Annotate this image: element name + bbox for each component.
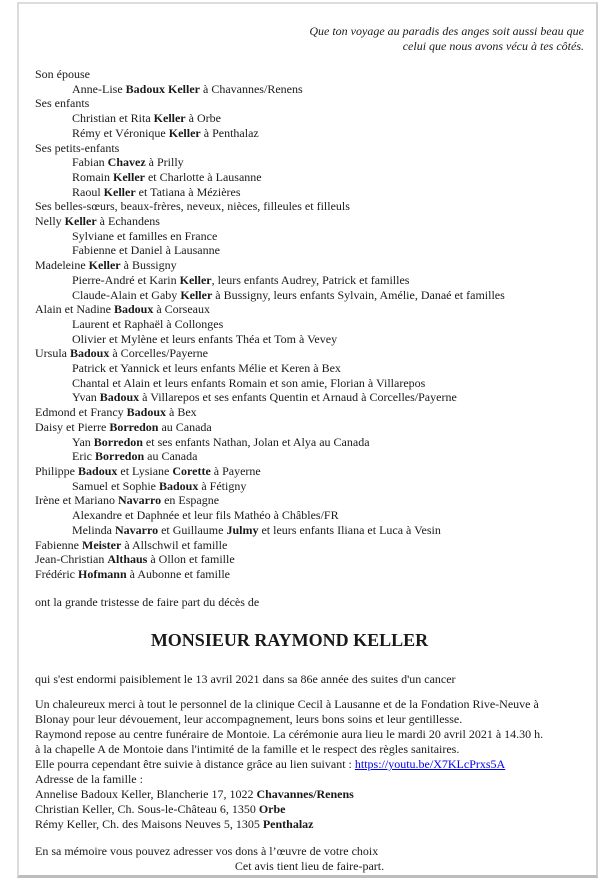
name-bold-segment: Chavez — [107, 155, 146, 170]
name-bold-segment: Keller — [153, 111, 186, 126]
text-segment: Son épouse — [35, 67, 90, 81]
text-segment: à Bussigny — [120, 258, 177, 273]
closing-line — [35, 772, 584, 787]
name-bold-segment: Keller — [179, 272, 212, 287]
closing-line — [35, 844, 584, 859]
text-segment: Raoul — [72, 184, 104, 199]
name-bold-segment: Borredon — [109, 419, 159, 434]
name-bold-segment: Chavannes/Renens — [256, 787, 354, 802]
text-segment: Blonay pour leur dévouement, leur accompagnement, leurs bons soins et leur gentillesse. — [35, 712, 463, 727]
text-segment: à Payerne — [210, 463, 261, 478]
text-segment: Ses belles-sœurs, beaux-frères, neveux, nièces, filleules et filleuls — [35, 199, 350, 214]
name-bold-segment: Orbe — [258, 802, 286, 817]
family-line — [35, 273, 584, 288]
family-line — [35, 243, 584, 258]
text-segment: à Echandens — [96, 214, 160, 229]
closing-line — [35, 757, 584, 772]
text-segment: à Villarepos et ses enfants Quentin et Arnaud à Corcelles/Payerne — [139, 390, 457, 405]
text-segment: Madeleine — [35, 258, 89, 273]
text-segment: Annelise Badoux Keller, Blancherie 17, 1022 — [35, 787, 257, 802]
family-line — [35, 185, 584, 200]
text-segment: Daisy et Pierre — [35, 419, 110, 434]
family-line — [35, 141, 584, 156]
family-line — [35, 508, 584, 523]
name-bold-segment: Keller — [64, 214, 97, 229]
text-segment: Melinda — [72, 522, 115, 537]
deceased-name-title: MONSIEUR RAYMOND KELLER — [150, 630, 429, 651]
name-bold-segment: Julmy — [226, 522, 259, 537]
family-list — [35, 67, 584, 582]
family-line — [35, 229, 584, 244]
name-bold-segment: Badoux Keller — [125, 81, 200, 96]
text-segment: Yan — [72, 434, 94, 449]
text-segment: à Corcelles/Payerne — [109, 346, 208, 361]
closing-line — [35, 697, 584, 712]
text-segment: Yvan — [72, 390, 100, 405]
text-segment: Un chaleureux merci à tout le personnel de la clinique Cecil à Lausanne et de la Fondation Rive-Neuve à — [35, 697, 539, 712]
text-segment: Olivier et Mylène et leurs enfants Théa et Tom à Vevey — [72, 331, 338, 346]
announcement-line: ont la grande tristesse de faire part du décès de — [35, 594, 260, 609]
card-content — [19, 4, 596, 874]
family-line — [35, 538, 584, 553]
name-bold-segment: Borredon — [95, 449, 145, 464]
family-line — [35, 126, 584, 141]
text-segment: Patrick et Yannick et leurs enfants Mélie et Keren à Bex — [72, 361, 341, 376]
text-segment: Christian et Rita — [72, 111, 154, 126]
text-segment: Nelly — [35, 214, 65, 229]
text-segment: Alain et Nadine — [35, 302, 114, 317]
closing-line — [35, 859, 584, 874]
text-segment: Frédéric — [35, 566, 78, 581]
closing-line — [35, 712, 584, 727]
text-segment: à Penthalaz — [200, 125, 259, 140]
name-bold-segment: Keller — [88, 258, 121, 273]
family-line — [35, 332, 584, 347]
epigraph-line-1: Que ton voyage au paradis des anges soit aussi beau que — [309, 24, 584, 38]
family-line — [35, 376, 584, 391]
text-segment: Alexandre et Daphnée et leur fils Mathéo à Châbles/FR — [72, 508, 339, 523]
text-segment: Anne-Lise — [72, 81, 126, 96]
family-line — [35, 96, 584, 111]
family-line — [35, 346, 584, 361]
family-line — [35, 405, 584, 420]
family-line — [35, 479, 584, 494]
text-segment: Rémy et Véronique — [72, 125, 169, 140]
name-bold-segment: Althaus — [107, 552, 148, 567]
closing-line — [35, 817, 584, 832]
text-segment: Sylviane et familles en France — [72, 228, 218, 243]
text-segment: Rémy Keller, Ch. des Maisons Neuves 5, 1305 — [35, 817, 263, 832]
text-segment: en Espagne — [161, 493, 220, 508]
text-segment: et ses enfants Nathan, Jolan et Alya au Canada — [142, 434, 370, 449]
closing-line — [35, 727, 584, 742]
name-bold-segment: Badoux — [70, 346, 110, 361]
text-segment: Christian Keller, Ch. Sous-le-Château 6, 1350 — [35, 802, 259, 817]
name-bold-segment: Badoux — [113, 302, 154, 317]
family-line — [35, 420, 584, 435]
text-segment: et Tatiana à Mézières — [135, 184, 241, 199]
text-segment: et Lysiane — [117, 463, 173, 478]
family-line — [35, 288, 584, 303]
family-line — [35, 67, 584, 82]
text-segment: Ses enfants — [35, 96, 90, 111]
family-line — [35, 214, 584, 229]
text-segment: à Ollon et famille — [147, 552, 235, 567]
text-segment: Fabian — [72, 155, 108, 170]
family-line — [35, 361, 584, 376]
name-bold-segment: Penthalaz — [262, 817, 314, 832]
text-segment: à Allschwil et famille — [121, 537, 228, 552]
text-segment: à la chapelle A de Montoie dans l'intimité de la famille et le respect des règles sanitaires. — [35, 742, 460, 757]
family-line — [35, 390, 584, 405]
name-bold-segment: Badoux — [126, 405, 167, 420]
name-bold-segment: Hofmann — [77, 566, 127, 581]
family-line — [35, 552, 584, 567]
text-segment: Claude-Alain et Gaby — [72, 287, 181, 302]
text-segment: Adresse de la famille : — [35, 772, 143, 787]
text-segment: Eric — [72, 449, 95, 464]
name-bold-segment: Keller — [103, 184, 136, 199]
closing-block — [35, 697, 584, 874]
closing-line — [35, 787, 584, 802]
text-segment: et Guillaume — [158, 522, 227, 537]
text-segment: et leurs enfants Iliana et Luca à Vesin — [258, 522, 441, 537]
text-segment: Cet avis tient lieu de faire-part. — [234, 859, 385, 874]
text-segment: à Corseaux — [153, 302, 210, 317]
text-segment: Fabienne et Daniel à Lausanne — [72, 243, 220, 258]
family-line — [35, 111, 584, 126]
name-bold-segment: Borredon — [93, 434, 143, 449]
text-segment: à Fétigny — [198, 478, 247, 493]
name-bold-segment: Badoux — [99, 390, 140, 405]
text-segment: Irène et Mariano — [35, 493, 118, 508]
name-bold-segment: Badoux — [159, 478, 199, 493]
memorial-card — [17, 2, 598, 878]
text-segment: à Chavannes/Renens — [200, 81, 303, 96]
name-bold-segment: Badoux — [78, 463, 118, 478]
livestream-link[interactable]: https://youtu.be/X7KLcPrxs5A — [354, 757, 506, 772]
text-segment: au Canada — [144, 449, 198, 464]
name-bold-segment: Keller — [180, 287, 213, 302]
name-bold-segment: Keller — [113, 169, 145, 184]
text-segment: et Charlotte à Lausanne — [144, 169, 262, 184]
text-segment: Raymond repose au centre funéraire de Montoie. La cérémonie aura lieu le mardi 20 avril 2021 à 14.30 h. — [35, 727, 544, 742]
family-line — [35, 435, 584, 450]
family-line — [35, 199, 584, 214]
text-segment: , leurs enfants Audrey, Patrick et familles — [211, 272, 410, 287]
text-segment: Laurent et Raphaël à Collonges — [72, 316, 224, 331]
family-line — [35, 302, 584, 317]
name-bold-segment: Meister — [82, 537, 122, 552]
closing-line — [35, 742, 584, 757]
family-line — [35, 523, 584, 538]
family-line — [35, 155, 584, 170]
death-notice-line: qui s'est endormi paisiblement le 13 avril 2021 dans sa 86e année des suites d'un cancer — [35, 672, 456, 687]
family-line — [35, 567, 584, 582]
family-line — [35, 170, 584, 185]
text-segment: à Aubonne et famille — [126, 566, 230, 581]
family-line — [35, 493, 584, 508]
text-segment: Ses petits-enfants — [35, 140, 120, 155]
text-segment: Fabienne — [35, 537, 82, 552]
family-line — [35, 449, 584, 464]
family-line — [35, 258, 584, 273]
text-segment: Chantal et Alain et leurs enfants Romain et son amie, Florian à Villarepos — [72, 375, 426, 390]
name-bold-segment: Corette — [172, 463, 211, 478]
text-segment: au Canada — [158, 419, 212, 434]
name-bold-segment: Navarro — [117, 493, 162, 508]
text-segment: Philippe — [35, 463, 79, 478]
name-bold-segment: Navarro — [115, 522, 159, 537]
text-segment: Samuel et Sophie — [72, 478, 159, 493]
closing-line — [35, 802, 584, 817]
text-segment: Ursula — [35, 346, 70, 361]
epigraph-line-2: celui que nous avons vécu à tes côtés. — [402, 39, 584, 53]
family-line — [35, 464, 584, 479]
text-segment: Romain — [72, 169, 113, 184]
text-segment: Elle pourra cependant être suivie à distance grâce au lien suivant : — [35, 757, 355, 772]
text-segment: Jean-Christian — [35, 552, 108, 567]
text-segment: à Orbe — [185, 111, 221, 126]
text-segment: Edmond et Francy — [35, 405, 127, 420]
family-line — [35, 82, 584, 97]
text-segment: à Bex — [166, 405, 197, 420]
text-segment: à Bussigny, leurs enfants Sylvain, Amélie, Danaé et familles — [212, 287, 505, 302]
text-segment: à Prilly — [145, 155, 184, 170]
name-bold-segment: Keller — [168, 125, 201, 140]
epigraph — [35, 24, 584, 54]
family-line — [35, 317, 584, 332]
text-segment: Pierre-André et Karin — [72, 272, 180, 287]
text-segment: En sa mémoire vous pouvez adresser vos dons à l’œuvre de votre choix — [35, 844, 379, 859]
